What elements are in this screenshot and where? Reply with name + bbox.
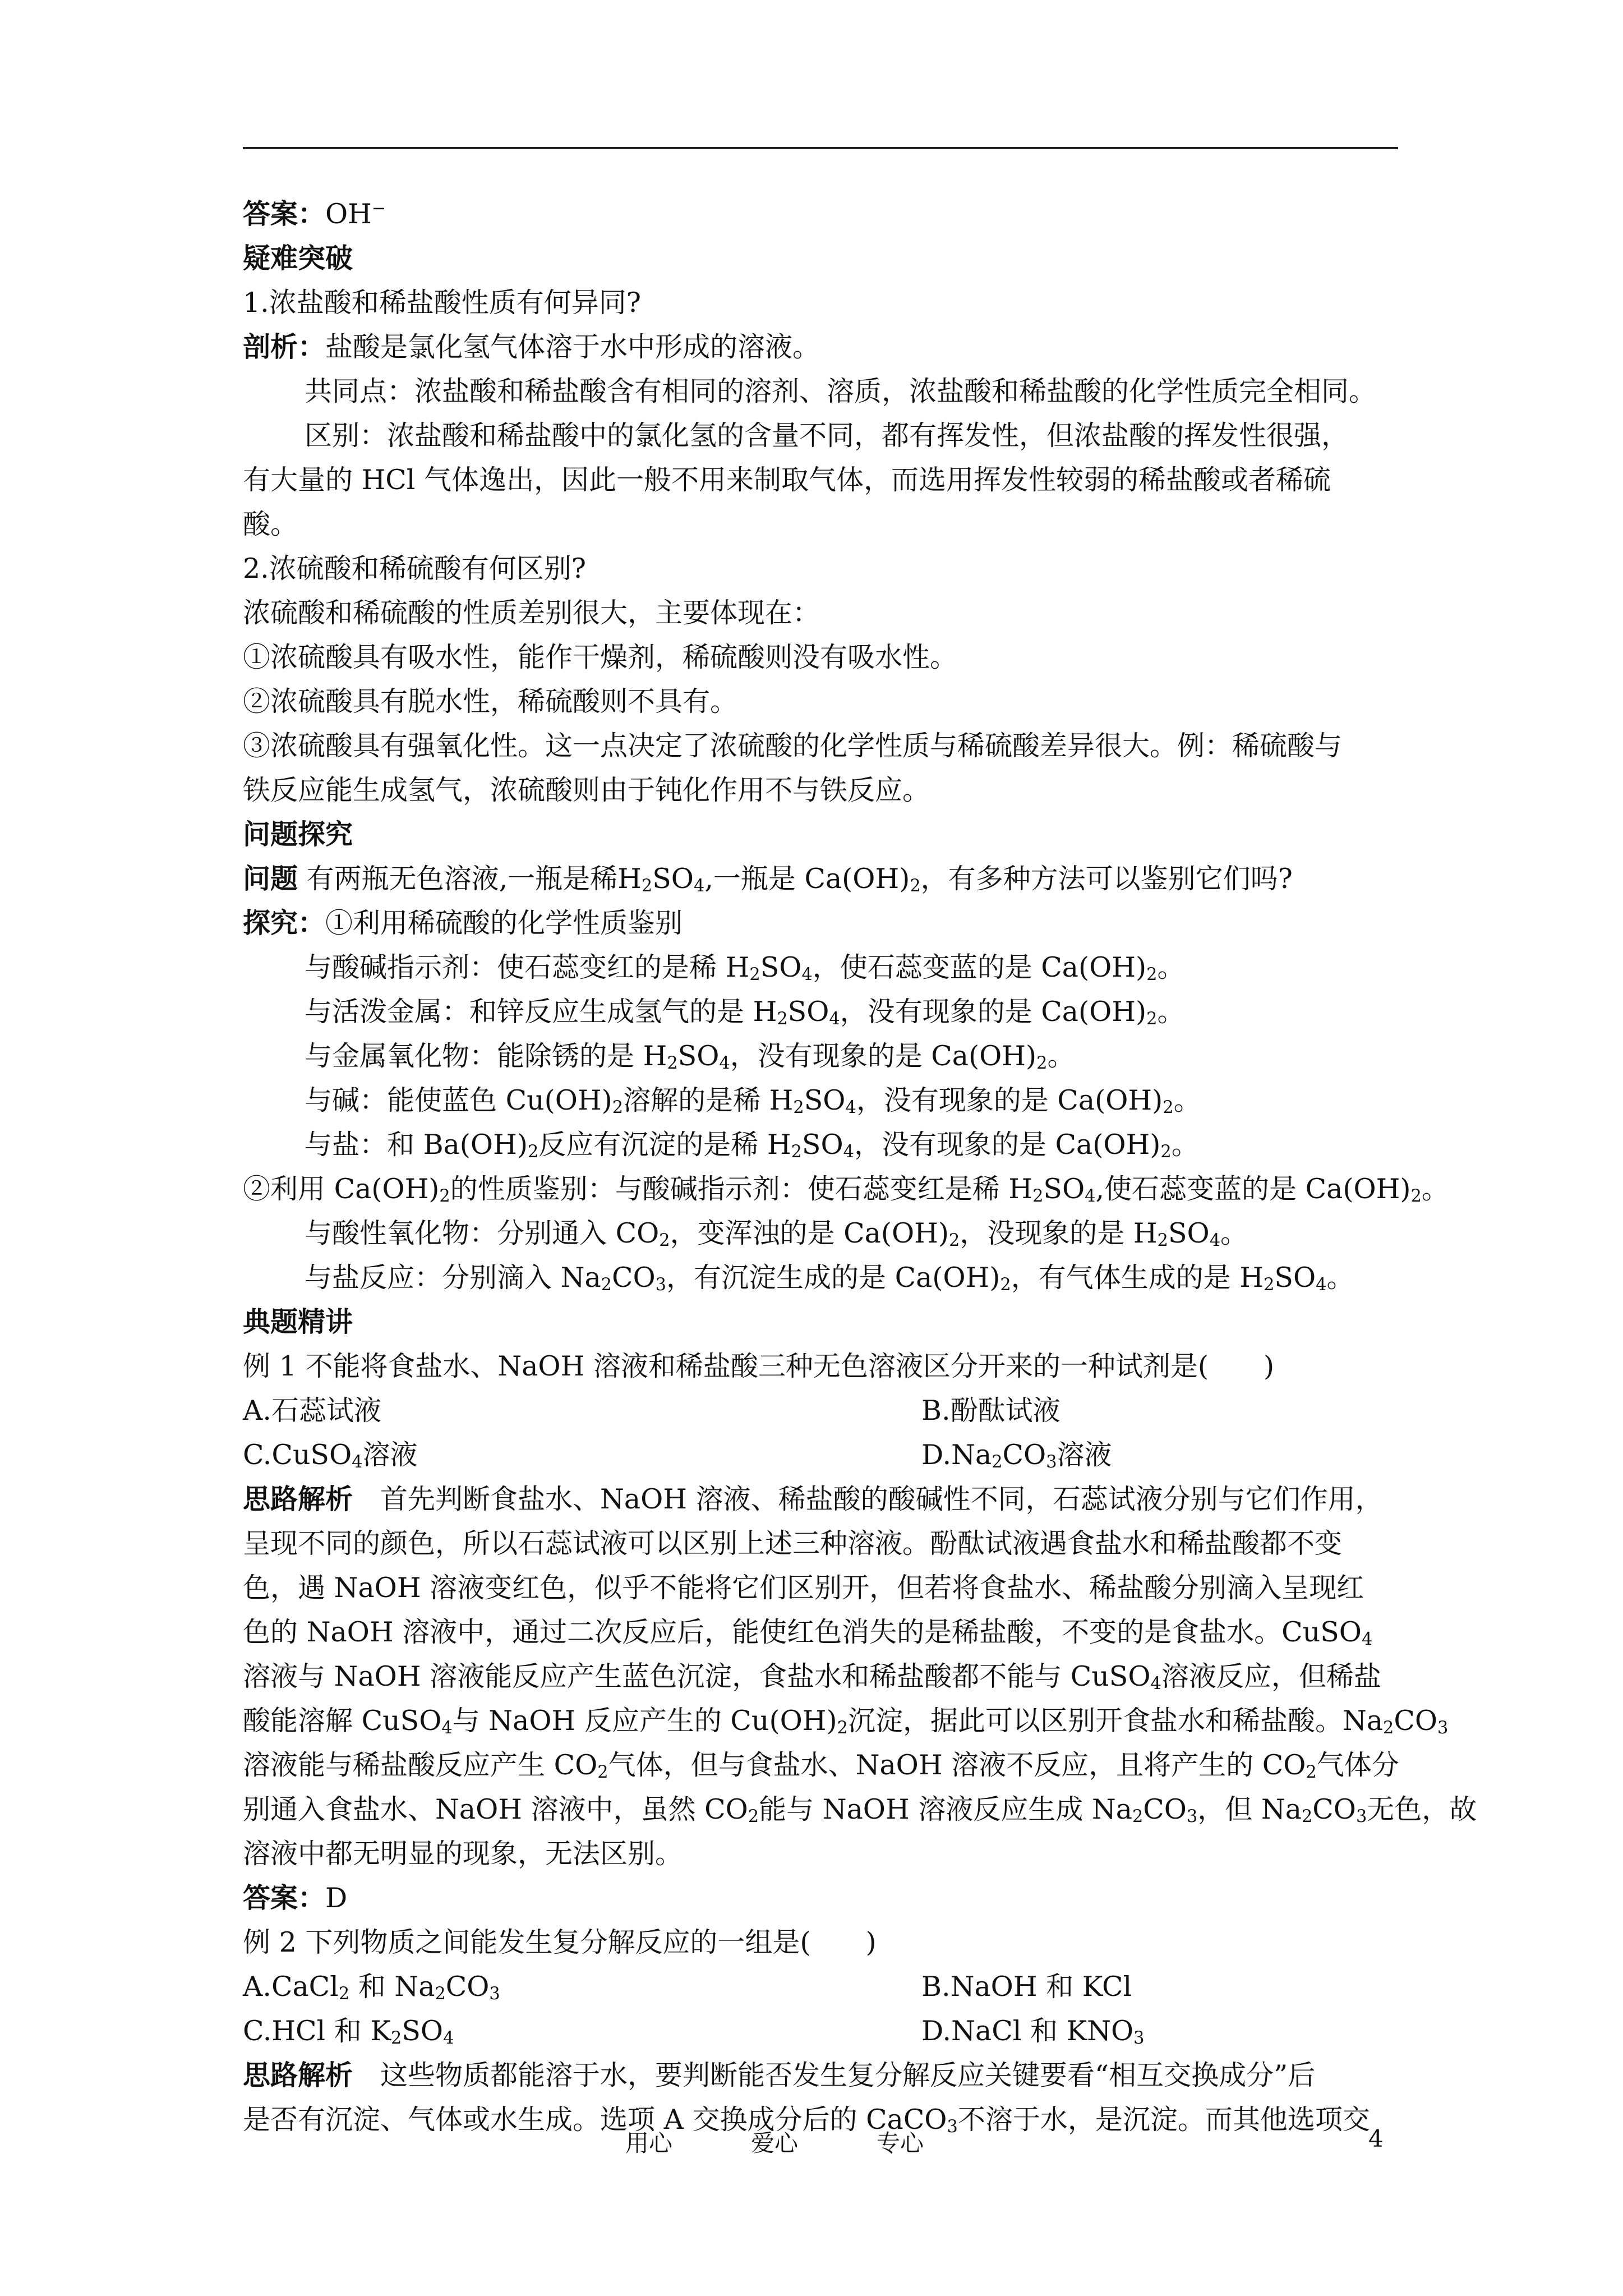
option-b: B.NaOH 和 KCl: [921, 1971, 1132, 2003]
section-heading: 疑难突破: [243, 242, 353, 274]
problem: 问题 有两瓶无色溶液,一瓶是稀$H_2SO_4$,一瓶是 $Ca(OH)_2$，有多种方法可以鉴别它们吗?: [243, 862, 1293, 896]
question: 2.浓硫酸和稀硫酸有何区别?: [243, 553, 587, 585]
option-c: C.CuSO$_4$溶液: [243, 1439, 418, 1473]
option-row: [243, 1388, 1421, 1433]
page-footer: [0, 2125, 1623, 2164]
paragraph: 有大量的 HCl 气体逸出，因此一般不用来制取气体，而选用挥发性较弱的稀盐酸或者稀硫: [243, 464, 1331, 496]
option-d: $D.Na_2CO_3$溶液: [921, 1439, 1112, 1473]
list-item: 铁反应能生成氢气，浓硫酸则由于钝化作用不与铁反应。: [243, 774, 930, 806]
option-row: [243, 1964, 1421, 2009]
paragraph: 溶液与 NaOH 溶液能反应产生蓝色沉淀，食盐水和稀盐酸都不能与 CuSO$_4$溶液反应，但稀盐: [243, 1660, 1381, 1694]
explore-item: ②利用 $Ca(OH)_2$的性质鉴别：与酸碱指示剂：使石蕊变红是稀 $H_2SO_4$,使石蕊变蓝的是 $Ca(OH)_2$。: [243, 1173, 1449, 1207]
example-question: 例 1 不能将食盐水、NaOH 溶液和稀盐酸三种无色溶液区分开来的一种试剂是( ): [243, 1350, 1275, 1382]
analysis: 思路解析 首先判断食盐水、NaOH 溶液、稀盐酸的酸碱性不同，石蕊试液分别与它们作用，: [243, 1483, 1383, 1515]
answer-line: 答案：OH−: [243, 197, 386, 230]
paragraph: 是否有沉淀、气体或水生成。选项 A 交换成分后的 CaCO$_3$不溶于水，是沉淀。而其他选项交: [243, 2104, 1370, 2137]
paragraph: 酸。: [243, 508, 298, 540]
paragraph: 浓硫酸和稀硫酸的性质差别很大，主要体现在：: [243, 597, 820, 629]
paragraph: 溶液中都无明显的现象，无法区别。: [243, 1838, 683, 1870]
list-item: ③浓硫酸具有强氧化性。这一点决定了浓硫酸的化学性质与稀硫酸差异很大。例：稀硫酸与: [243, 730, 1343, 762]
explore-item: 与金属氧化物：能除锈的是 $H_2SO_4$，没有现象的是 $Ca(OH)_2$。: [305, 1040, 1075, 1074]
list-item: ①浓硫酸具有吸水性，能作干燥剂，稀硫酸则没有吸水性。: [243, 641, 958, 673]
question: 1.浓盐酸和稀盐酸性质有何异同?: [243, 287, 642, 319]
option-row: [243, 1433, 1421, 1477]
header-rule: [243, 147, 1398, 149]
document-body: [243, 192, 1477, 2142]
option-b: B.酚酞试液: [921, 1395, 1061, 1427]
section-heading: 问题探究: [243, 818, 353, 850]
analysis: 剖析：盐酸是氯化氢气体溶于水中形成的溶液。: [243, 330, 820, 363]
paragraph: 别通入食盐水、NaOH 溶液中，虽然 $CO_2$能与 NaOH 溶液反应生成 $Na_2CO_3$，但 $Na_2CO_3$无色，故: [243, 1793, 1477, 1827]
answer-line: 答案：D: [243, 1881, 348, 1914]
page-number: 4: [1368, 2125, 1384, 2152]
paragraph: 区别：浓盐酸和稀盐酸中的氯化氢的含量不同，都有挥发性，但浓盐酸的挥发性很强，: [305, 420, 1349, 452]
option-d: D.NaCl 和 $KNO_3$: [921, 2015, 1145, 2049]
section-heading: 典题精讲: [243, 1305, 353, 1338]
paragraph: 酸能溶解 CuSO$_4$与 NaOH 反应产生的 $Cu(OH)_2$沉淀，据此可以区别开食盐水和稀盐酸。$Na_2CO_3$: [243, 1705, 1449, 1738]
example-question: 例 2 下列物质之间能发生复分解反应的一组是( ): [243, 1926, 877, 1958]
explore-item: 与盐：和 $Ba(OH)_2$反应有沉淀的是稀 $H_2SO_4$，没有现象的是 $Ca(OH)_2$。: [305, 1129, 1199, 1162]
explore-item: 与酸性氧化物：分别通入 $CO_2$，变浑浊的是 $Ca(OH)_2$，没现象的是 $H_2SO_4$。: [305, 1217, 1248, 1251]
explore-item: 与碱：能使蓝色 $Cu(OH)_2$溶解的是稀 $H_2SO_4$，没有现象的是 $Ca(OH)_2$。: [305, 1084, 1201, 1118]
list-item: ②浓硫酸具有脱水性，稀硫酸则不具有。: [243, 685, 738, 717]
paragraph: 呈现不同的颜色，所以石蕊试液可以区别上述三种溶液。酚酞试液遇食盐水和稀盐酸都不变: [243, 1527, 1343, 1559]
paragraph: 色，遇 NaOH 溶液变红色，似乎不能将它们区别开，但若将食盐水、稀盐酸分别滴入呈现红: [243, 1572, 1364, 1604]
paragraph: 色的 NaOH 溶液中，通过二次反应后，能使红色消失的是稀盐酸，不变的是食盐水。CuSO$_4$: [243, 1616, 1373, 1650]
paragraph: 共同点：浓盐酸和稀盐酸含有相同的溶剂、溶质，浓盐酸和稀盐酸的化学性质完全相同。: [305, 375, 1377, 407]
option-c: C.HCl 和 $K_2SO_4$: [243, 2015, 454, 2049]
option-a: A.CaCl$_2$ 和 $Na_2CO_3$: [243, 1971, 500, 2004]
explore-item: 与盐反应：分别滴入 $Na_2CO_3$，有沉淀生成的是 $Ca(OH)_2$，有气体生成的是 $H_2SO_4$。: [305, 1262, 1354, 1295]
option-row: [243, 2009, 1421, 2053]
explore-item: 与酸碱指示剂：使石蕊变红的是稀 $H_2SO_4$，使石蕊变蓝的是 $Ca(OH)_2$。: [305, 951, 1185, 985]
explore: 探究：①利用稀硫酸的化学性质鉴别: [243, 907, 683, 939]
option-a: A.石蕊试液: [243, 1395, 381, 1427]
paragraph: 溶液能与稀盐酸反应产生 $CO_2$气体，但与食盐水、NaOH 溶液不反应，且将产生的 $CO_2$气体分: [243, 1749, 1399, 1783]
explore-item: 与活泼金属：和锌反应生成氢气的是 $H_2SO_4$，没有现象的是 $Ca(OH)_2$。: [305, 996, 1185, 1029]
footer-motto: 用心 爱心 专心: [625, 2129, 924, 2157]
analysis: 思路解析 这些物质都能溶于水，要判断能否发生复分解反应关键要看“相互交换成分”后: [243, 2059, 1316, 2091]
